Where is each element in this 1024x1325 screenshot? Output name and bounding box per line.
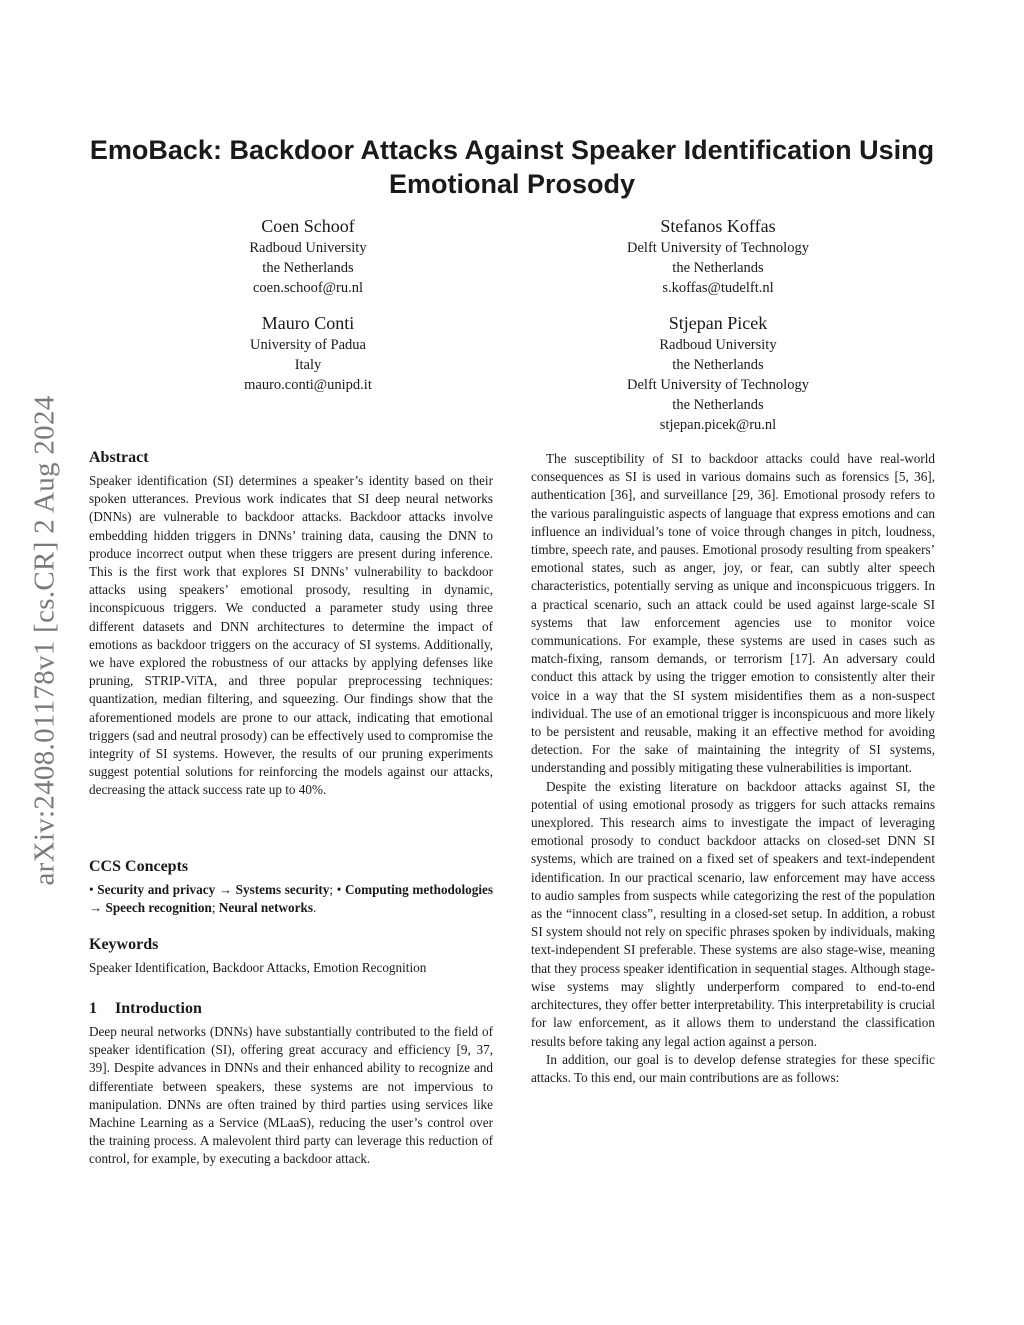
body-paragraph: In addition, our goal is to develop defense strategies for these specific attacks. To this end, our main contributions are as follows: [531, 1051, 935, 1085]
author-block-2 [598, 214, 838, 298]
section-number: 1 [89, 1000, 97, 1017]
author-block-3 [208, 311, 408, 395]
author-country: the Netherlands [262, 260, 354, 276]
ccs-separator: . [312, 900, 317, 916]
keywords-body [89, 959, 493, 977]
author-affiliation: University of Padua [250, 337, 366, 353]
abstract-text: Speaker identification (SI) determines a speaker’s identity based on their spoken utterances. Previous work indicates that SI deep neural networks (DNNs) are vulnerable to backdoor attacks. Backdoor attacks involve embedding hidden triggers in DNNs’ training data, causing the DNN to produce incorrect output when these triggers are present during inference. This is the first work that explores SI DNNs’ vulnerability to backdoor attacks using speakers’ emotional prosody, resulting in dynamic, inconspicuous triggers. We conducted a parameter study using three different datasets and DNN architectures to determine the impact of emotions as backdoor triggers on the accuracy of SI systems. Additionally, we have explored the robustness of our attacks by applying defenses like pruning, STRIP-ViTA, and three popular preprocessing techniques: quantization, median filtering, and squeezing. Our findings show that the aforementioned models are prone to our attack, indicating that emotional triggers (sad and neutral prosody) can be effectively used to compromise the integrity of SI systems. However, the results of our pruning experiments suggest potential solutions for reinforcing the models against our attacks, decreasing the attack success rate up to 40%. [89, 473, 493, 798]
keywords-heading: Keywords [89, 936, 159, 953]
ccs-concepts [89, 881, 493, 917]
ccs-bullet: • [336, 882, 345, 897]
author-email: stjepan.picek@ru.nl [659, 417, 777, 433]
author-block-4 [598, 311, 838, 435]
arxiv-sidebar [20, 350, 70, 930]
abstract-body [89, 472, 493, 800]
body-paragraph: The susceptibility of SI to backdoor attacks could have real-world consequences as SI is used in various domains such as forensics [5, 36], authentication [36], and surveillance [29, 36]. Emotional prosody refers to the various paralinguistic aspects of language that express emotions and can influence an individual’s tone of voice through changes in pitch, loudness, timbre, speech rate, and pauses. Emotional prosody resulting from speakers’ emotional states, such as anger, joy, or fear, can subtly alter speech characteristics, potentially serving as unique and inconspicuous triggers. In a practical scenario, such an attack could be used against large-scale SI systems that law enforcement agencies use to monitor voice communications. For example, these systems are used in cases such as match-fixing, ransom demands, or terrorism [17]. An adversary could conduct this attack by using the trigger emotion to consistently alter their voice in a way that the SI system misidentifies them as a non-suspect individual. The use of an emotional trigger is inconspicuous and more likely to be persistent and reusable, making it an effective method for avoiding detection. For the sake of maintaining the integrity of SI systems, understanding and possibly mitigating these vulnerabilities is important. [531, 451, 935, 776]
author-name: Stjepan Picek [668, 313, 768, 333]
ccs-concept: Computing methodologies → Speech recognition [89, 882, 493, 916]
paper-title: EmoBack: Backdoor Attacks Against Speaker Identification Using Emotional Prosody [89, 135, 935, 199]
author-name: Mauro Conti [261, 313, 355, 333]
author-country: the Netherlands [672, 357, 764, 373]
author-name: Coen Schoof [261, 216, 355, 236]
keywords-text: Speaker Identification, Backdoor Attacks, Emotion Recognition [89, 960, 427, 975]
section-title: Introduction [115, 1000, 202, 1017]
author-email: coen.schoof@ru.nl [253, 280, 363, 296]
ccs-heading: CCS Concepts [89, 858, 189, 875]
author-affiliation: Delft University of Technology [627, 240, 809, 256]
author-country-secondary: the Netherlands [672, 397, 764, 413]
author-block-1 [208, 214, 408, 298]
author-affiliation: Radboud University [249, 240, 367, 256]
introduction-heading [89, 999, 202, 1019]
ccs-separator: ; [211, 900, 219, 916]
body-paragraph: Despite the existing literature on backdoor attacks against SI, the potential of using emotional prosody as triggers for such attacks remains unexplored. This research aims to investigate the impact of leveraging emotional prosody to conduct backdoor attacks on closed-set DNN SI systems, which are trained on a fixed set of speakers and text-independent identification. In our practical scenario, law enforcement may have access to audio samples from suspects while categorizing the rest of the population as the “innocent class”, resulting in a closed-set setup. In addition, a robust SI system should not rely on specific phrases spoken by individuals, making text-independent SI preferable. These systems are also stage-wise, meaning that they process speaker identification in sequential stages. Although stage-wise systems may slightly underperform compared to end-to-end architectures, they offer better interpretability. This interpretability is crucial for law enforcement, as it allows them to understand the classification results before taking any legal action against a person. [531, 778, 935, 1049]
author-country: the Netherlands [672, 260, 764, 276]
ccs-concept: Neural networks [218, 900, 313, 916]
ccs-concept: Security and privacy → Systems security [97, 882, 330, 897]
introduction-right [531, 450, 935, 1087]
abstract-heading: Abstract [89, 449, 149, 466]
body-paragraph: Deep neural networks (DNNs) have substantially contributed to the field of speaker identification (SI), offering great accuracy and efficiency [9, 37, 39]. Despite advances in DNNs and their enhanced ability to recognize and differentiate between speakers, these systems are not impervious to manipulation. DNNs are often trained by third parties using services like Machine Learning as a Service (MLaaS), reducing the user’s control over the training process. A malevolent third party can leverage this reduction of control, for example, by executing a backdoor attack. [89, 1024, 493, 1167]
author-email: mauro.conti@unipd.it [244, 377, 372, 393]
author-name: Stefanos Koffas [660, 216, 776, 236]
author-affiliation: Radboud University [659, 337, 777, 353]
author-country: Italy [294, 357, 322, 373]
ccs-text [89, 881, 493, 917]
ccs-bullet: • [89, 882, 98, 897]
arxiv-identifier: arXiv:2408.01178v1 [cs.CR] 2 Aug 2024 [28, 394, 61, 886]
author-affiliation-secondary: Delft University of Technology [627, 377, 809, 393]
ccs-separator: ; [329, 882, 337, 897]
introduction-left [89, 1023, 493, 1169]
author-email: s.koffas@tudelft.nl [662, 280, 774, 296]
